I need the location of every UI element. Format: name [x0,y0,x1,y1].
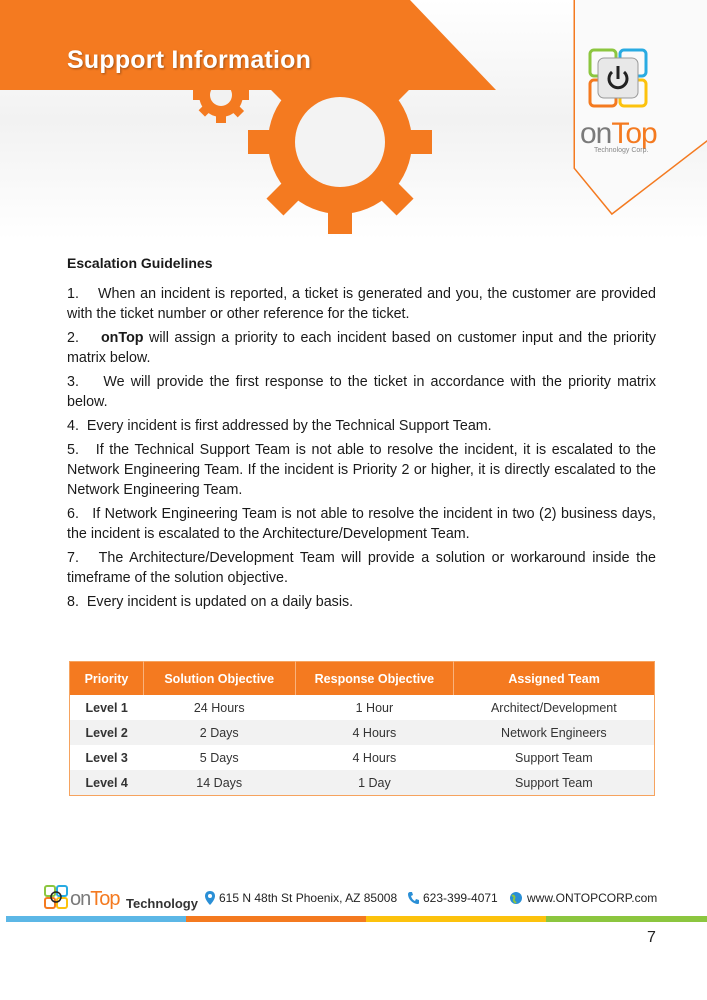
logo-subtitle: Technology Corp. [594,147,649,154]
page-number: 7 [647,929,656,946]
footer-address [205,891,397,905]
address-text: 615 N 48th St Phoenix, AZ 85008 [219,891,398,905]
item-bold: onTop [100,330,144,346]
table-header-row [70,662,655,696]
item-text: When an incident is reported, a ticket is generated and you, the customer are provided with the ticket number or other reference for the ticket. [67,286,656,322]
title-banner [0,0,496,90]
table-cell: Support Team [454,770,655,796]
priority-table [69,661,655,796]
table-cell: 24 Hours [193,700,245,715]
list-item [67,440,656,500]
globe-icon [509,891,523,905]
table-cell: 5 Days [199,750,239,765]
column-header: Priority [70,662,144,696]
item-number: 2. [67,330,79,346]
item-text: will assign a priority to each incident based on customer input and the priority matrix below. [67,330,657,366]
phone-text: 623-399-4071 [423,891,498,905]
table-row [70,770,655,796]
table-cell: Architect/Development [490,700,617,715]
table-cell: Level 3 [85,750,128,765]
table-row [70,720,655,745]
footer-brand [70,888,120,911]
table-cell: 2 Days [143,720,295,745]
item-text: The Architecture/Development Team will provide a solution or workaround inside the timeframe of the solution objective. [67,550,656,586]
item-number: 7. [67,550,79,566]
item-number: 6. [67,506,79,522]
item-text: We will provide the first response to the ticket in accordance with the priority matrix below. [67,374,656,410]
table-cell: 1 Day [295,770,454,796]
item-number: 3. [67,374,79,390]
phone-icon [407,891,419,905]
item-number: 1. [67,286,79,302]
footer-color-bar [6,916,707,922]
logo-word-top: Top [611,117,657,150]
column-header: Response Objective [295,662,454,696]
table-cell: 14 Days [143,770,295,796]
table-cell: Support Team [515,750,593,765]
list-item [67,416,656,436]
table-row [70,745,655,770]
guidelines-list [67,284,656,616]
footer-brand-on: on [70,888,91,910]
item-number: 4. [67,418,79,434]
list-item [67,372,656,412]
list-item [67,284,656,324]
table-cell: Level 2 [70,720,144,745]
item-text: If the Technical Support Team is not able to resolve the incident, it is escalated to the Network Engineering Team. If the incident is Priority 2 or higher, it is directly escalated to the Network Engineering Team. [67,442,656,498]
table-row [70,695,655,720]
footer-brand-technology: Technology [126,896,198,911]
footer-logo-icon [44,885,68,909]
item-text: If Network Engineering Team is not able to resolve the incident in two (2) business days, the incident is escalated to the Architecture/Development Team. [67,506,657,542]
table-cell: Network Engineers [454,720,655,745]
table-cell: Level 4 [70,770,144,796]
table-cell: 4 Hours [352,750,397,765]
column-header: Assigned Team [454,662,655,696]
page-title: Support Information [67,46,312,74]
footer-brand-top: Top [90,888,120,910]
item-number: 5. [67,442,79,458]
list-item [67,592,656,612]
item-number: 8. [67,594,79,610]
list-item [67,504,656,544]
table-cell: 4 Hours [295,720,454,745]
item-text: Every incident is first addressed by the Technical Support Team. [86,418,492,434]
column-header: Solution Objective [143,662,295,696]
item-text: Every incident is updated on a daily basis. [86,594,354,610]
list-item [67,328,656,368]
website-link[interactable]: www.ONTOPCORP.com [527,891,658,905]
footer-phone [407,891,498,905]
table-cell: Level 1 [85,700,128,715]
footer [40,885,680,915]
footer-website[interactable] [509,891,657,905]
logo-word-on: on [580,117,612,150]
list-item [67,548,656,588]
logo-wordmark [580,117,657,151]
table-cell: 1 Hour [355,700,394,715]
location-pin-icon [205,891,215,905]
section-title: Escalation Guidelines [67,255,213,271]
